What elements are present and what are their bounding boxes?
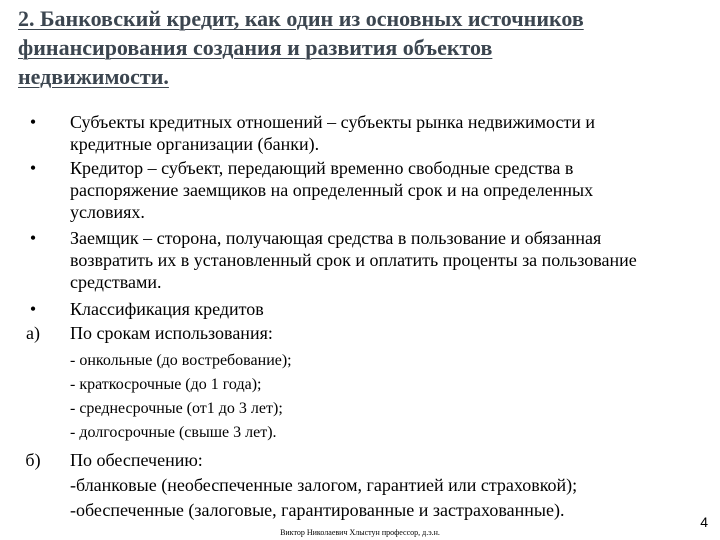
item-text-line: -обеспеченные (залоговые, гарантированные и застрахованные).: [70, 500, 565, 520]
title-line: недвижимости.: [18, 64, 169, 89]
item-text-line: Кредитор – субъект, передающий временно свободные средства в: [70, 158, 574, 178]
bullet-marker: •: [29, 228, 37, 248]
slide-title: [18, 4, 708, 91]
footer-author: Виктор Николаевич Хлыстун профессор, д.э.н.: [280, 528, 440, 537]
item-text-line: возвратить их в установленный срок и оплатить проценты за пользование: [70, 250, 637, 270]
sub-item-line: - долгосрочные (свыше 3 лет).: [70, 424, 277, 441]
bullet-marker: •: [29, 299, 37, 319]
item-text-line: По срокам использования:: [70, 323, 273, 343]
sub-item-line: - онкольные (до востребование);: [70, 352, 292, 369]
sub-item-line: - среднесрочные (от1 до 3 лет);: [70, 400, 283, 417]
bullet-marker: •: [29, 158, 37, 178]
list-letter-marker: б): [25, 450, 41, 470]
sub-item-line: - краткосрочные (до 1 года);: [70, 376, 262, 393]
item-text-line: По обеспечению:: [70, 450, 203, 470]
item-text-line: Субъекты кредитных отношений – субъекты рынка недвижимости и: [70, 112, 596, 132]
item-text-line: кредитные организации (банки).: [70, 134, 320, 154]
item-text-line: Заемщик – сторона, получающая средства в пользование и обязанная: [70, 228, 602, 248]
title-line: финансирования создания и развития объектов: [18, 35, 493, 60]
item-text-line: средствами.: [70, 272, 162, 292]
item-text-line: Классификация кредитов: [70, 299, 264, 319]
title-line: 2. Банковский кредит, как один из основных источников: [18, 6, 584, 31]
list-letter-marker: а): [26, 323, 40, 343]
page-number: 4: [700, 514, 708, 530]
item-text-line: -бланковые (необеспеченные залогом, гарантией или страховкой);: [70, 475, 578, 495]
item-text-line: условиях.: [70, 202, 145, 222]
item-text-line: распоряжение заемщиков на определенный срок и на определенных: [70, 180, 594, 200]
bullet-marker: •: [29, 112, 37, 132]
